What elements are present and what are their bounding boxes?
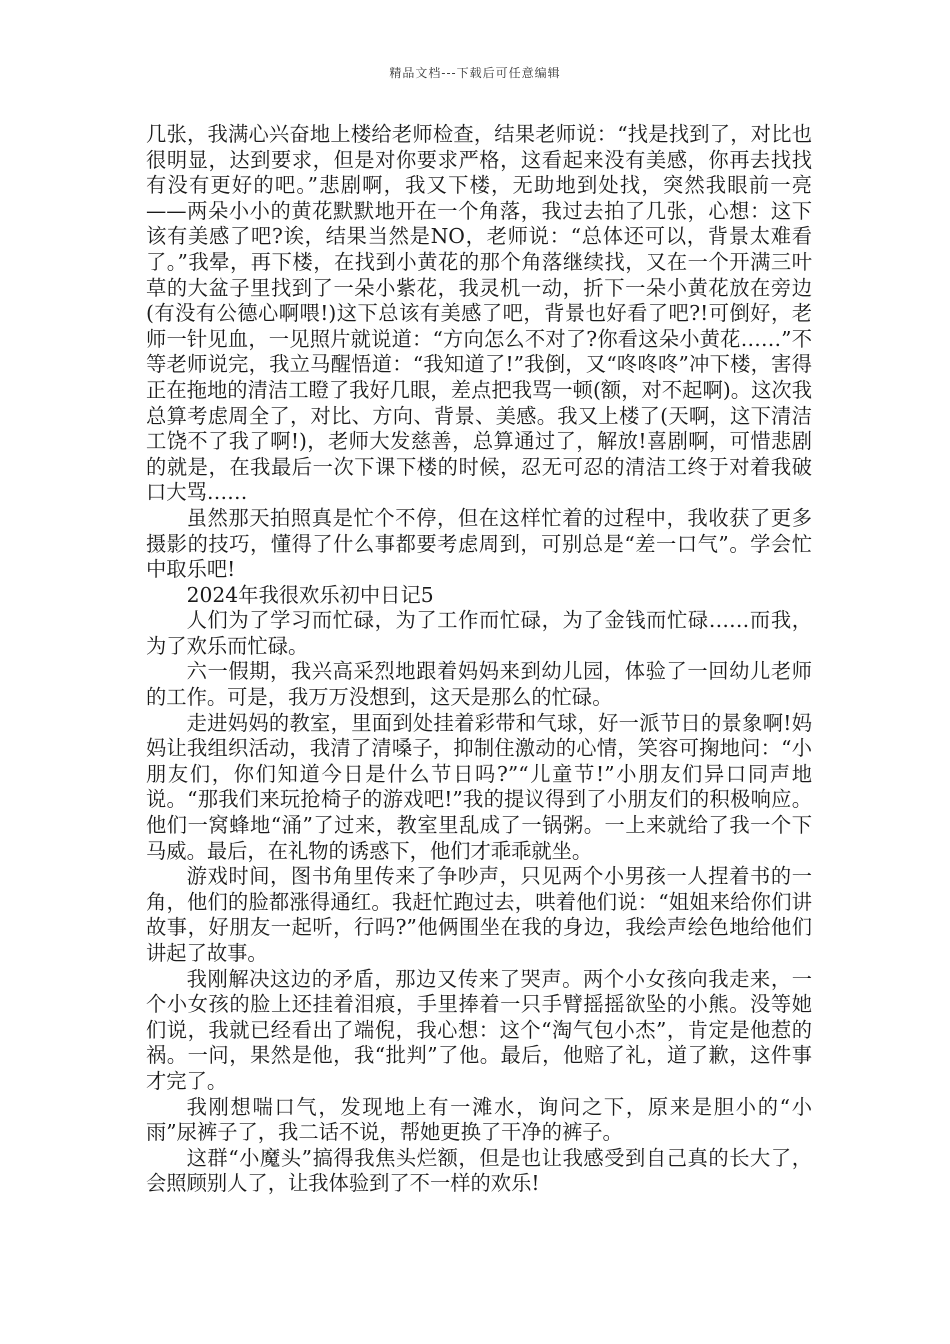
paragraph: 我刚解决这边的矛盾，那边又传来了哭声。两个小女孩向我走来，一个小女孩的脸上还挂着泪痕，手里捧着一只手臂摇摇欲坠的小熊。没等她们说，我就已经看出了端倪，我心想：这个“淘气包小杰”，肯定是他惹的祸。一问，果然是他，我“批判”了他。最后，他赔了礼，道了歉，这件事才完了。 bbox=[146, 966, 812, 1093]
paragraph: 游戏时间，图书角里传来了争吵声，只见两个小男孩一人捏着书的一角，他们的脸都涨得通红。我赶忙跑过去，哄着他们说：“姐姐来给你们讲故事，好朋友一起听，行吗?”他俩围坐在我的身边，我绘声绘色地给他们讲起了故事。 bbox=[146, 864, 812, 965]
paragraph: 走进妈妈的教室，里面到处挂着彩带和气球，好一派节日的景象啊!妈妈让我组织活动，我清了清嗓子，抑制住激动的心情，笑容可掬地问：“小朋友们，你们知道今日是什么节日吗?”“儿童节!”小朋友们异口同声地说。“那我们来玩抢椅子的游戏吧!”我的提议得到了小朋友们的积极响应。他们一窝蜂地“涌”了过来，教室里乱成了一锅粥。一上来就给了我一个下马威。最后，在礼物的诱惑下，他们才乖乖就坐。 bbox=[146, 710, 812, 863]
section-title: 2024年我很欢乐初中日记5 bbox=[186, 582, 434, 607]
paragraph-continued: 几张，我满心兴奋地上楼给老师检查，结果老师说：“找是找到了，对比也很明显，达到要求，但是对你要求严格，这看起来没有美感，你再去找找有没有更好的吧。”悲剧啊，我又下楼，无助地到处找，突然我眼前一亮——两朵小小的黄花默默地开在一个角落，我过去拍了几张，心想：这下该有美感了吧?诶，结果当然是NO，老师说：“总体还可以，背景太难看了。”我晕，再下楼，在找到小黄花的那个角落继续找，又在一个开满三叶草的大盆子里找到了一朵小紫花，我灵机一动，折下一朵小黄花放在旁边(有没有公德心啊喂!)这下总该有美感了吧，背景也好看了吧?!可倒好，老师一针见血，一见照片就说道：“方向怎么不对了?你看这朵小黄花……”不等老师说完，我立马醒悟道：“我知道了!”我倒，又“咚咚咚”冲下楼，害得正在拖地的清洁工瞪了我好几眼，差点把我骂一顿(额，对不起啊)。这次我总算考虑周全了，对比、方向、背景、美感。我又上楼了(天啊，这下清洁工饶不了我了啊!)，老师大发慈善，总算通过了，解放!喜剧啊，可惜悲剧的就是，在我最后一次下课下楼的时候，忍无可忍的清洁工终于对着我破口大骂…… bbox=[146, 122, 812, 505]
paragraph: 我刚想喘口气，发现地上有一滩水，询问之下，原来是胆小的“小雨”尿裤子了，我二话不说，帮她更换了干净的裤子。 bbox=[146, 1094, 812, 1145]
page-header: 精品文档---下载后可任意编辑 bbox=[389, 66, 561, 80]
paragraph: 六一假期，我兴高采烈地跟着妈妈来到幼儿园，体验了一回幼儿老师的工作。可是，我万万没想到，这天是那么的忙碌。 bbox=[146, 659, 812, 710]
paragraph: 这群“小魔头”搞得我焦头烂额，但是也让我感受到自己真的长大了，会照顾别人了，让我体验到了不一样的欢乐! bbox=[146, 1145, 812, 1196]
document-body bbox=[146, 122, 812, 1197]
paragraph: 虽然那天拍照真是忙个不停，但在这样忙着的过程中，我收获了更多摄影的技巧，懂得了什么事都要考虑周到，可别总是“差一口气”。学会忙中取乐吧! bbox=[146, 505, 812, 582]
paragraph: 人们为了学习而忙碌，为了工作而忙碌，为了金钱而忙碌……而我，为了欢乐而忙碌。 bbox=[146, 608, 812, 658]
